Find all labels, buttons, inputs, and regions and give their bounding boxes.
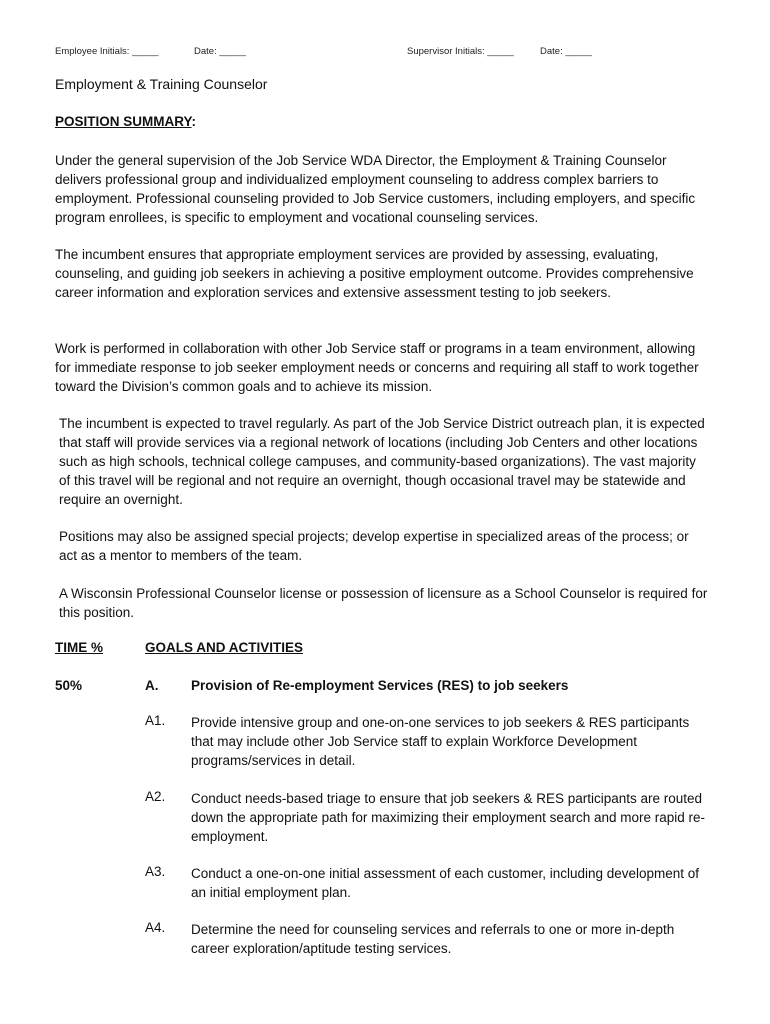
summary-paragraph-2: The incumbent ensures that appropriate employment services are provided by assessing, evaluating, counseling, and guiding job seekers in achieving a positive employment outcome. Provides comprehensive career information and exploration services and extensive assessment testing to job seekers. [55,247,694,300]
time-percent-column-heading: TIME % [55,640,104,655]
goals-activities-column-heading: GOALS AND ACTIVITIES [145,640,304,655]
summary-paragraph-6: A Wisconsin Professional Counselor license or possession of licensure as a School Counselor is required for this position. [59,586,708,620]
goal-title: Provision of Re-employment Services (RES) to job seekers [191,678,569,693]
activity-text: Provide intensive group and one-on-one services to job seekers & RES participants that may include other Job Service staff to explain Workforce Development programs/services in detail. [191,715,690,768]
supervisor-initials-field: Supervisor Initials: _____ [407,46,514,57]
position-summary-heading [55,114,196,129]
activity-number: A1. [145,713,166,728]
activity-number: A2. [145,789,166,804]
activity-text: Conduct a one-on-one initial assessment of each customer, including development of an initial employment plan. [191,866,700,900]
summary-paragraph-1: Under the general supervision of the Job Service WDA Director, the Employment & Training Counselor delivers professional group and individualized employment counseling to address complex barriers to employment. Professional counseling provided to Job Service customers, including employers, and specific program enrollees, is specific to employment and vocational counseling services. [55,153,696,225]
employee-date-field: Date: _____ [194,46,246,57]
activity-text: Determine the need for counseling services and referrals to one or more in-depth career exploration/aptitude testing services. [191,922,675,956]
activity-text: Conduct needs-based triage to ensure that job seekers & RES participants are routed down the appropriate path for maximizing their employment search and more rapid re-employment. [191,791,706,844]
goal-time-percent: 50% [55,678,83,693]
summary-paragraph-4: The incumbent is expected to travel regularly. As part of the Job Service District outreach plan, it is expected that staff will provide services via a regional network of locations (including Job Centers and other locations such as high schools, technical college campuses, and community-based organizations). The vast majority of this travel will be regional and not require an overnight, though occasional travel may be statewide and require an overnight. [59,416,705,507]
employee-initials-field: Employee Initials: _____ [55,46,159,57]
document-title: Employment & Training Counselor [55,76,268,92]
activity-number: A4. [145,920,166,935]
position-summary-heading-colon: : [191,114,197,129]
position-summary-heading-text: POSITION SUMMARY [55,114,192,129]
summary-paragraph-3: Work is performed in collaboration with other Job Service staff or programs in a team environment, allowing for immediate response to job seeker employment needs or concerns and requiring all staff to work together toward the Division’s common goals and to achieve its mission. [55,341,699,394]
activity-number: A3. [145,864,166,879]
goal-letter: A. [145,678,159,693]
summary-paragraph-5: Positions may also be assigned special projects; develop expertise in specialized areas of the process; or act as a mentor to members of the team. [59,529,689,563]
supervisor-date-field: Date: _____ [540,46,592,57]
